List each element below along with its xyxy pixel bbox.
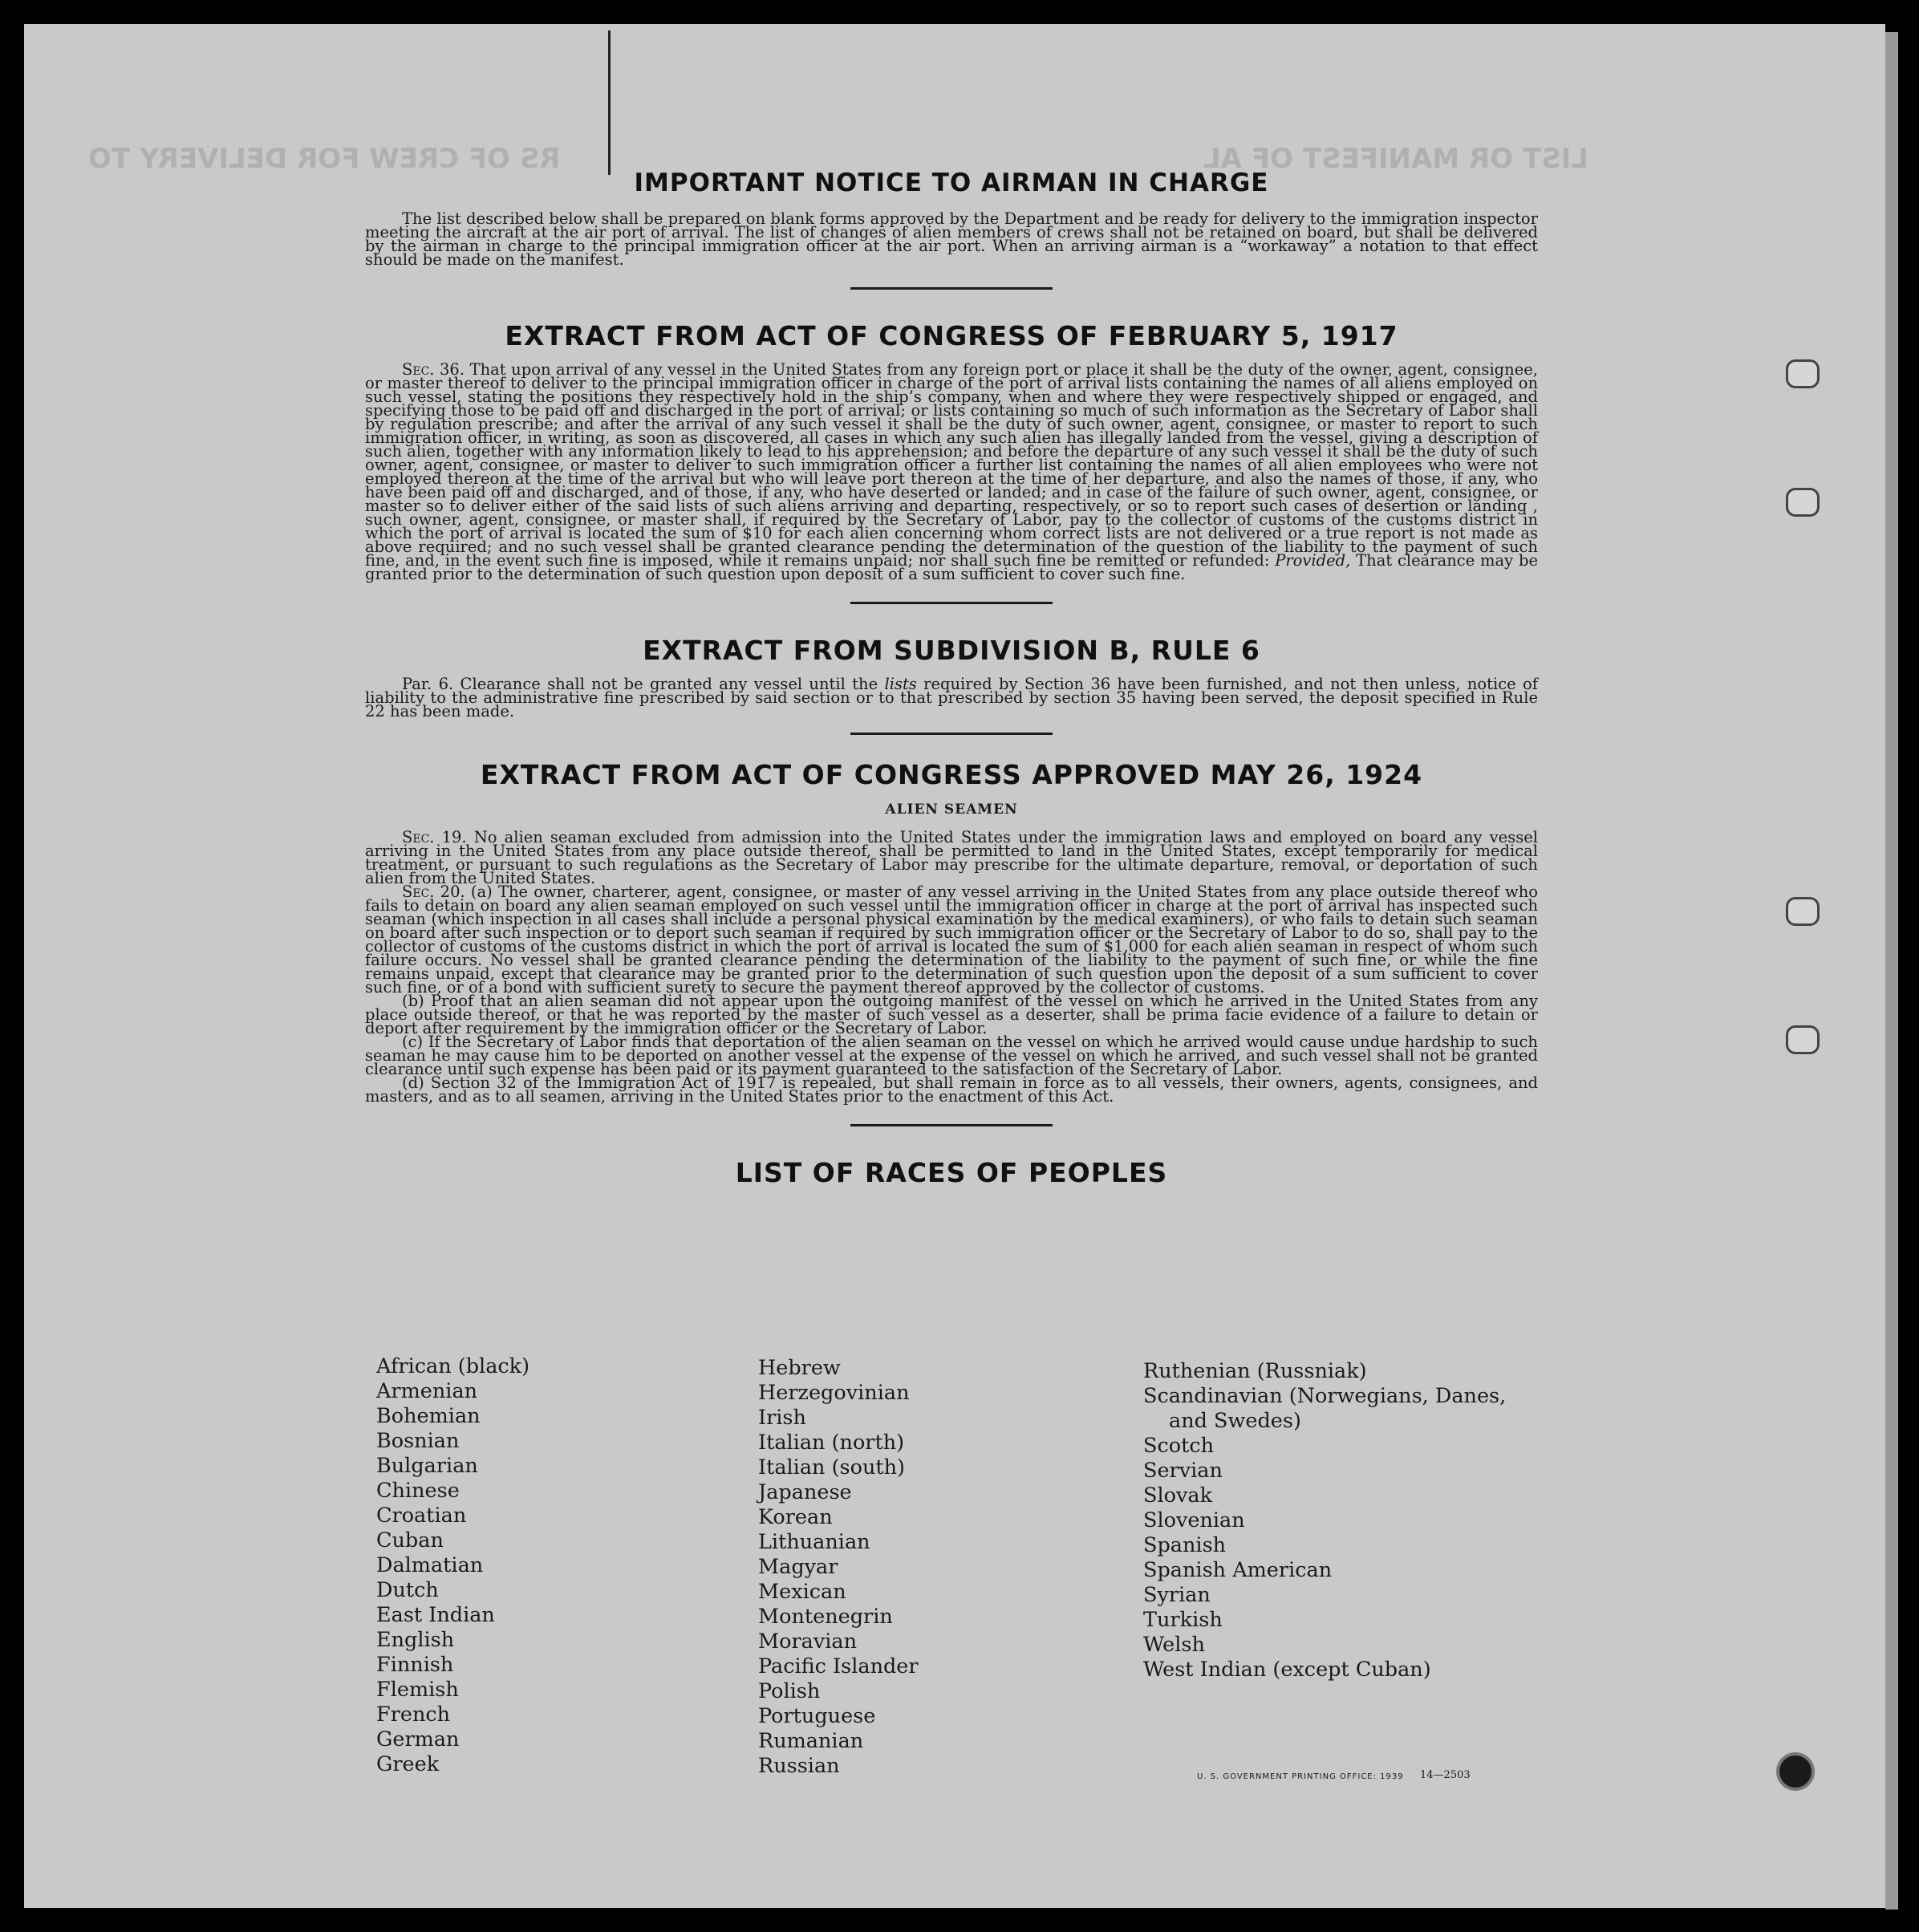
races-title: LIST OF RACES OF PEOPLES — [735, 1157, 1168, 1188]
sec-20a-text — [365, 885, 1538, 994]
race-list-item: French — [376, 1703, 451, 1727]
race-list-item: Flemish — [376, 1678, 459, 1702]
race-list-item: Armenian — [376, 1379, 478, 1403]
race-list-item: English — [376, 1628, 455, 1652]
race-list-item: Chinese — [376, 1479, 460, 1503]
document-body — [365, 168, 1538, 1199]
bleed-through-text: RS OF CREW FOR DELIVERY TO — [88, 143, 561, 175]
race-list-item: Moravian — [758, 1630, 858, 1654]
act-1924-subtitle: ALIEN SEAMEN — [885, 802, 1018, 818]
sec-20d-text: (d) Section 32 of the Immigration Act of 1917 is repealed, but shall remain in force as to all vessels, their owners, agents, consignees, and masters, and as to all seamen, arriving in the United States prior to the enactment of this Act. — [365, 1074, 1538, 1106]
sec-19-text — [365, 830, 1538, 885]
race-list-item: Croatian — [376, 1504, 467, 1528]
sec-20b-text: (b) Proof that an alien seaman did not appear upon the outgoing manifest of the vessel on which he arrived in the United States from any place outside thereof, or that he was reported by the master of such vessel as a deserter, shall be prima facie evidence of a failure to detain or deport after requirement by the immigration officer or the Secretary of Labor. — [365, 992, 1538, 1037]
act-1917-body-end: That clearance may be granted prior to the determination of such question upon deposit of a sum sufficient to cover such fine. — [365, 551, 1538, 583]
notice-title: IMPORTANT NOTICE TO AIRMAN IN CHARGE — [634, 168, 1269, 197]
punch-hole — [1786, 897, 1820, 926]
race-list-item: Spanish — [1143, 1533, 1227, 1557]
divider — [850, 287, 1053, 290]
race-list-item: Syrian — [1143, 1583, 1211, 1607]
race-list-item: Mexican — [758, 1580, 846, 1604]
rule-6-text — [365, 677, 1538, 718]
race-list-item: Bohemian — [376, 1404, 481, 1428]
punch-hole — [1786, 488, 1820, 517]
race-list-item: Scandinavian (Norwegians, Danes, — [1143, 1384, 1507, 1408]
race-list-item: Pacific Islander — [758, 1654, 919, 1678]
page-edge — [1885, 32, 1898, 1910]
race-list-item: Greek — [376, 1752, 440, 1776]
punch-hole — [1786, 359, 1820, 388]
race-list-item: Italian (north) — [758, 1431, 905, 1455]
divider — [850, 733, 1053, 735]
race-list-item: and Swedes) — [1169, 1409, 1301, 1433]
divider — [850, 602, 1053, 604]
bleed-through-text-2: LIST OR MANIFEST OF AL — [1203, 143, 1588, 175]
race-list-item: Hebrew — [758, 1356, 841, 1380]
race-list-item: Turkish — [1143, 1608, 1223, 1632]
race-list-item: Bulgarian — [376, 1454, 478, 1478]
race-list-item: Dutch — [376, 1578, 439, 1602]
race-list-item: Slovak — [1143, 1484, 1213, 1508]
race-list-item: Welsh — [1143, 1633, 1205, 1657]
race-list-item: Scotch — [1143, 1434, 1215, 1458]
race-list-item: Lithuanian — [758, 1530, 870, 1554]
races-column-2 — [758, 1356, 919, 1779]
race-list-item: Dalmatian — [376, 1553, 484, 1577]
rule-6-title: EXTRACT FROM SUBDIVISION B, RULE 6 — [643, 635, 1260, 666]
act-1924-title: EXTRACT FROM ACT OF CONGRESS APPROVED MAY 26, 1924 — [480, 759, 1423, 790]
italic-word: Provided, — [1275, 551, 1351, 570]
race-list-item: Servian — [1143, 1459, 1223, 1483]
grommet — [1779, 1755, 1811, 1788]
rule-6-body: Par. 6. Clearance shall not be granted any vessel until the — [402, 675, 878, 693]
sec-20a-body: (a) The owner, charterer, agent, consignee, or master of any vessel arriving in the United States from any place outside thereof who fails to detain on board any alien seaman employed on such vessel until the immigration officer in charge at the port of arrival has inspected such seaman (which inspection in all cases shall include a personal physical examination by the medical examiners), or who fails to detain such seaman on board after such inspection or to deport such seaman if required by such immigration officer or the Secretary of Labor to do so, shall pay to the collector of customs of the customs district in which the port of arrival is located the sum of $1,000 for each alien seaman in respect of whom such failure occurs. No vessel shall be granted clearance pending the determination of the liability to the payment of such fine, or while the fine remains unpaid, except that clearance may be granted prior to the determination of such question upon the deposit of a sum sufficient to cover such fine, or of a bond with sufficient surety to secure the payment thereof approved by the collector of customs. — [365, 883, 1539, 996]
act-1917-text — [365, 360, 1539, 583]
race-list-item: Korean — [758, 1505, 833, 1529]
race-list-item: Cuban — [376, 1528, 444, 1552]
race-list-item: Spanish American — [1143, 1558, 1333, 1582]
race-list-item: Montenegrin — [758, 1605, 893, 1629]
punch-hole — [1786, 1025, 1820, 1054]
notice-text: The list described below shall be prepared on blank forms approved by the Department and be ready for delivery to the immigration inspector meeting the aircraft at the air port of arrival. The list of changes of alien members of crews shall not be retained on board, but shall be delivered by the airman in charge to the principal immigration officer at the air port. When an arriving airman is a “workaway” a notation to that effect should be made on the manifest. — [365, 209, 1538, 269]
divider — [850, 1124, 1053, 1126]
races-column-1 — [376, 1354, 529, 1777]
section-label: Sec. 36. — [402, 360, 465, 379]
race-list-item: African (black) — [376, 1354, 530, 1378]
rule-6-body-end: required by Section 36 have been furnished, and not then unless, notice of liability to the administrative fine prescribed by said section or to that prescribed by section 35 having been served, the deposit specified in Rule 22 has been made. — [365, 675, 1538, 720]
race-list-item: Magyar — [758, 1555, 838, 1579]
race-list-item: West Indian (except Cuban) — [1143, 1658, 1431, 1682]
fold-mark — [608, 30, 611, 175]
race-list-item: Polish — [758, 1679, 821, 1703]
printer-imprint: U. S. GOVERNMENT PRINTING OFFICE: 1939 — [1197, 1772, 1404, 1781]
sec-20c-text: (c) If the Secretary of Labor finds that deportation of the alien seaman on the vessel on which he arrived would cause undue hardship to such seaman he may cause him to be deported on another vessel at the expense of the vessel on which he arrived, and such vessel shall not be granted clearance until such expense has been paid or its payment guaranteed to the satisfaction of the Secretary of Labor. — [365, 1033, 1538, 1078]
race-list-item: Finnish — [376, 1653, 454, 1677]
race-list-item: Italian (south) — [758, 1455, 905, 1479]
race-list-item: Irish — [758, 1406, 806, 1430]
sec-19-body: No alien seaman excluded from admission into the United States under the immigration laws and employed on board any vessel arriving in the United States from any place outside thereof, shall be permitted to land in the United States, except temporarily for medical treatment, or pursuant to such regulations as the Secretary of Labor may prescribe for the ultimate departure, removal, or deportation of such alien from the United States. — [365, 828, 1538, 887]
race-list-item: Herzegovinian — [758, 1381, 910, 1405]
race-list-item: Portuguese — [758, 1704, 876, 1728]
section-label: Sec. 20. — [402, 883, 465, 901]
act-1917-body: That upon arrival of any vessel in the United States from any foreign port or place it shall be the duty of the owner, agent, consignee, or master thereof to deliver to the principal immigration officer in charge of the port of arrival lists containing the names of all aliens employed on such vessel, stating the positions they respectively hold in the ship’s company, when and where they were respectively shipped or engaged, and specifying those to be paid off and discharged in the port of arrival; or lists containing so much of such information as the Secretary of Labor shall by regulation prescribe; and after the arrival of any such vessel it shall be the duty of such owner, agent, consignee, or master to report to such immigration officer, in writing, as soon as discovered, all cases in which any such alien has illegally landed from the vessel, giving a description of such alien, together with any information likely to lead to his apprehension; and before the departure of any such vessel it shall be the duty of such owner, agent, consignee, or master to deliver to such immigration officer a further list containing the names of all alien employees who were not employed thereon at the time of the arrival but who will leave port thereon at the time of her departure, and also the names of those, if any, who have been paid off and discharged, and of those, if any, who have deserted or landed; and in case of the failure of such owner, agent, consignee, or master so to deliver either of the said lists of such aliens arriving and departing, respectively, or so to report such cases of desertion or landing , such owner, agent, consignee, or master shall, if required by the Secretary of Labor, pay to the collector of customs of the customs district in which the port of arrival is located the sum of $10 for each alien concerning whom correct lists are not delivered or a true report is not made as above required; and no such vessel shall be granted clearance pending the determination of the question of the liability to the payment of such fine, and, in the event such fine is imposed, while it remains unpaid; nor shall such fine be remitted or refunded: — [365, 360, 1539, 570]
section-label: Sec. 19. — [402, 828, 467, 846]
race-list-item: Bosnian — [376, 1429, 460, 1453]
act-1917-title: EXTRACT FROM ACT OF CONGRESS OF FEBRUARY 5, 1917 — [505, 320, 1398, 351]
race-list-item: Rumanian — [758, 1729, 864, 1753]
race-list-item: Slovenian — [1143, 1508, 1245, 1532]
race-list-item: Ruthenian (Russniak) — [1143, 1359, 1367, 1383]
race-list-item: Japanese — [758, 1480, 852, 1504]
race-list-item: Russian — [758, 1754, 840, 1778]
italic-word: lists — [884, 675, 917, 693]
races-column-3 — [1143, 1359, 1506, 1682]
form-number: 14—2503 — [1420, 1769, 1471, 1781]
race-list-item: East Indian — [376, 1603, 495, 1627]
race-list-item: German — [376, 1727, 460, 1751]
